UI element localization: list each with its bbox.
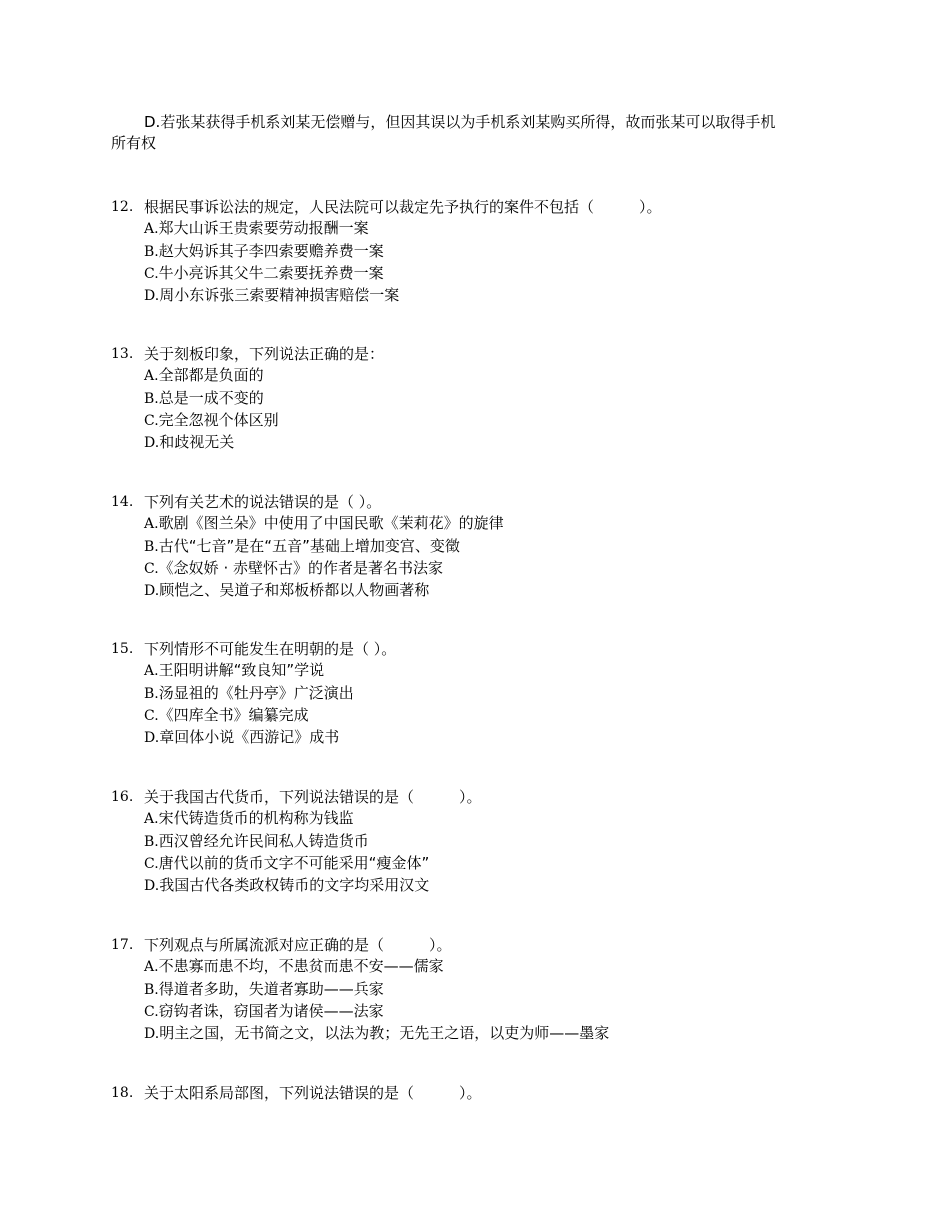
- option-letter: B.: [144, 538, 159, 555]
- option-d: [144, 432, 871, 454]
- option-c: [144, 1001, 871, 1023]
- question-14: [111, 492, 871, 602]
- option-d: [144, 285, 871, 307]
- option-a: [144, 808, 871, 830]
- carryover-line-2: 所有权: [111, 134, 157, 152]
- option-letter: C.: [144, 412, 159, 429]
- question-stem: [111, 344, 871, 365]
- option-letter: A.: [144, 959, 159, 976]
- option-letter: D.: [144, 288, 160, 305]
- option-a: [144, 513, 871, 535]
- option-text: 《念奴娇 · 赤壁怀古》的作者是著名书法家: [158, 558, 443, 577]
- option-list: [111, 956, 871, 1045]
- question-stem: [111, 787, 871, 808]
- question-text: 关于刻板印象，下列说法正确的是：: [144, 345, 385, 363]
- option-letter: C.: [144, 560, 159, 577]
- option-text: 完全忽视个体区别: [158, 410, 279, 429]
- option-letter: C.: [144, 707, 159, 724]
- option-text: 古代“七音”是在“五音”基础上增加变宫、变徵: [158, 536, 460, 555]
- option-a: [144, 956, 871, 978]
- option-text: 我国古代各类政权铸币的文字均采用汉文: [159, 876, 430, 895]
- option-letter: A.: [144, 663, 159, 680]
- option-letter: D.: [144, 583, 160, 600]
- carryover-line-1: D.若张某获得手机系刘某无偿赠与，但因其误以为手机系刘某购买所得，故而张某可以取得手机: [144, 113, 776, 131]
- option-letter: C.: [144, 1003, 159, 1020]
- option-letter: A.: [144, 368, 159, 385]
- option-letter: B.: [144, 243, 159, 260]
- option-letter: C.: [144, 855, 159, 872]
- option-text: 不患寡而患不均，不患贫而患不安——儒家: [158, 957, 444, 976]
- option-text: 汤显祖的《牡丹亭》广泛演出: [158, 683, 354, 702]
- question-text: 下列情形不可能发生在明朝的是（ ）。: [144, 640, 397, 658]
- option-a: [144, 218, 871, 240]
- question-number: 12.: [111, 199, 134, 215]
- option-letter: D.: [144, 878, 160, 895]
- question-text: 下列有关艺术的说法错误的是（ ）。: [144, 493, 382, 511]
- option-letter: B.: [144, 390, 159, 407]
- option-text: 《四库全书》编纂完成: [158, 705, 309, 724]
- option-letter: A.: [144, 811, 159, 828]
- question-text: 下列观点与所属流派对应正确的是（ ）。: [144, 936, 452, 954]
- option-text: 得道者多助，失道者寡助——兵家: [158, 979, 384, 998]
- carryover-option-d: [111, 112, 841, 154]
- option-text: 和歧视无关: [159, 433, 235, 452]
- option-letter: D.: [144, 1026, 160, 1043]
- option-text: 顾恺之、吴道子和郑板桥都以人物画著称: [159, 581, 430, 600]
- question-15: [111, 639, 871, 749]
- option-b: [144, 241, 871, 263]
- option-text: 明主之国，无书简之文，以法为教；无先王之语，以吏为师——墨家: [159, 1024, 610, 1043]
- question-13: [111, 344, 871, 454]
- option-text: 宋代铸造货币的机构称为钱监: [158, 809, 354, 828]
- option-letter: C.: [144, 265, 159, 282]
- option-text: 唐代以前的货币文字不可能采用“瘦金体”: [158, 853, 430, 872]
- option-text: 王阳明讲解“致良知”学说: [158, 661, 325, 680]
- option-text: 郑大山诉王贵索要劳动报酬一案: [158, 219, 369, 238]
- question-number: 14.: [111, 494, 134, 510]
- option-text: 全部都是负面的: [158, 366, 264, 385]
- option-letter: B.: [144, 685, 159, 702]
- question-number: 15.: [111, 641, 134, 657]
- question-stem: [111, 935, 871, 956]
- option-d: [144, 1023, 871, 1045]
- option-text: 西汉曾经允许民间私人铸造货币: [158, 831, 369, 850]
- option-b: [144, 979, 871, 1001]
- question-12: [111, 197, 871, 307]
- option-list: [111, 513, 871, 602]
- question-number: 17.: [111, 937, 134, 953]
- option-letter: A.: [144, 221, 159, 238]
- option-list: [111, 365, 871, 454]
- option-text: 赵大妈诉其子李四索要赡养费一案: [158, 241, 384, 260]
- option-letter: B.: [144, 981, 159, 998]
- option-letter: B.: [144, 833, 159, 850]
- question-number: 13.: [111, 346, 134, 362]
- option-d: [144, 875, 871, 897]
- option-list: [111, 808, 871, 897]
- question-stem: [111, 197, 871, 218]
- question-16: [111, 787, 871, 897]
- option-text: 歌剧《图兰朵》中使用了中国民歌《茉莉花》的旋律: [158, 514, 504, 533]
- option-text: 总是一成不变的: [158, 388, 264, 407]
- option-c: [144, 410, 871, 432]
- option-letter: A.: [144, 516, 159, 533]
- option-text: 牛小亮诉其父牛二索要抚养费一案: [158, 263, 384, 282]
- question-number: 16.: [111, 789, 134, 805]
- option-c: [144, 263, 871, 285]
- option-list: [111, 660, 871, 749]
- question-text: 根据民事诉讼法的规定，人民法院可以裁定先予执行的案件不包括（ ）。: [144, 198, 662, 216]
- option-b: [144, 831, 871, 853]
- option-c: [144, 853, 871, 875]
- question-17: [111, 935, 871, 1045]
- question-number: 18.: [111, 1085, 134, 1101]
- option-d: [144, 727, 871, 749]
- question-stem: [111, 1083, 871, 1104]
- option-letter: D.: [144, 730, 160, 747]
- option-text: 窃钩者诛，窃国者为诸侯——法家: [158, 1001, 384, 1020]
- option-letter: D.: [144, 435, 160, 452]
- option-b: [144, 388, 871, 410]
- option-text: 章回体小说《西游记》成书: [159, 728, 340, 747]
- option-a: [144, 660, 871, 682]
- option-b: [144, 536, 871, 558]
- question-text: 关于我国古代货币，下列说法错误的是（ ）。: [144, 788, 482, 806]
- question-text: 关于太阳系局部图，下列说法错误的是（ ）。: [144, 1084, 482, 1102]
- option-text: 周小东诉张三索要精神损害赔偿一案: [159, 286, 400, 305]
- option-c: [144, 558, 871, 580]
- option-list: [111, 218, 871, 307]
- option-a: [144, 365, 871, 387]
- option-d: [144, 580, 871, 602]
- question-18: [111, 1083, 871, 1104]
- option-b: [144, 683, 871, 705]
- option-c: [144, 705, 871, 727]
- question-stem: [111, 639, 871, 660]
- question-stem: [111, 492, 871, 513]
